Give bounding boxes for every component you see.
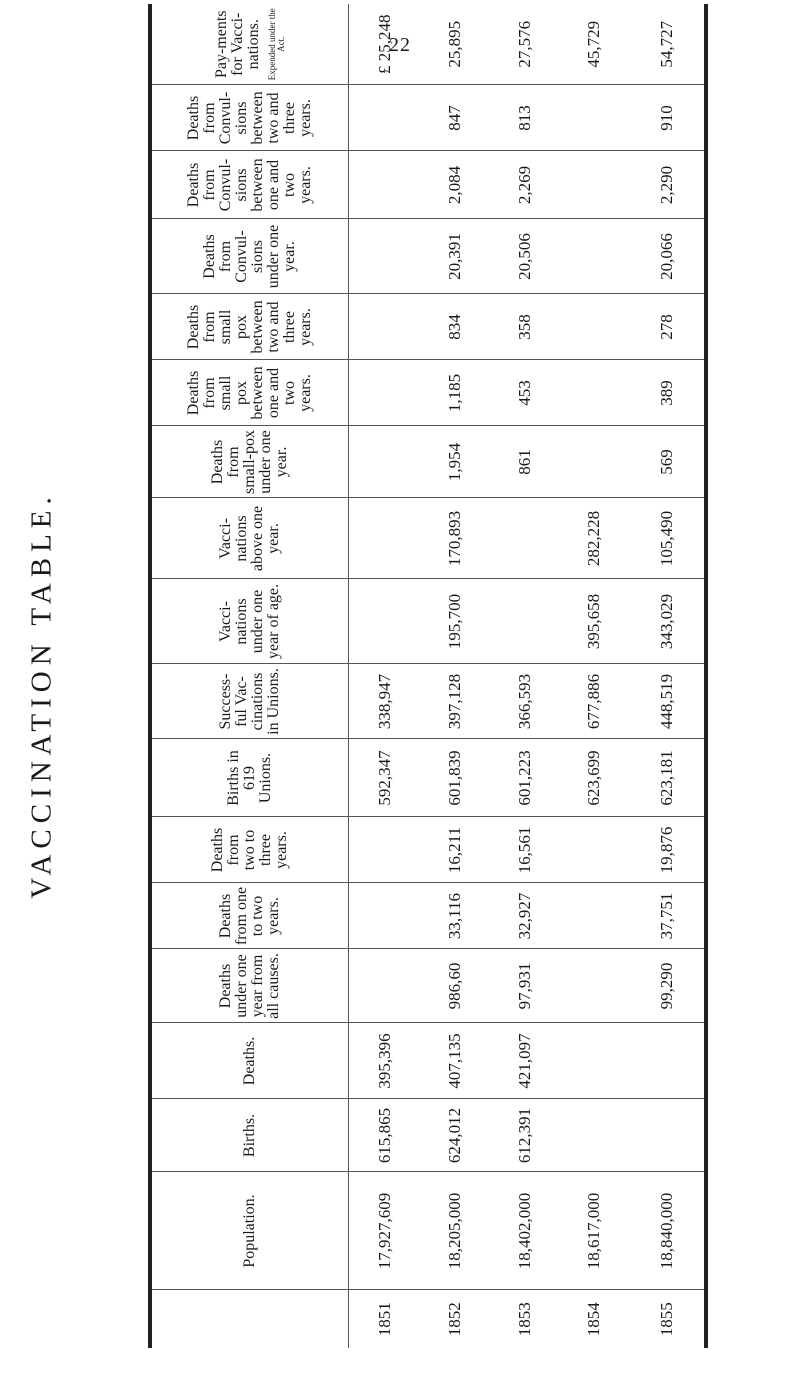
cell-deaths-under-one: [560, 949, 630, 1023]
cell-deaths-one-to-two: 37,751: [629, 883, 706, 949]
cell-convulsions-two-to-three: 847: [420, 85, 490, 151]
cell-year: 1853: [514, 1302, 534, 1337]
cell-year: 1855: [656, 1302, 676, 1337]
cell-smallpox-two-to-three: 358: [490, 294, 560, 360]
cell-vaccinations-above-one: 105,490: [629, 498, 706, 579]
cell-births: 615,865: [349, 1099, 421, 1172]
cell-smallpox-two-to-three: [560, 294, 630, 360]
cell-births-in-unions: 592,347: [349, 739, 421, 817]
table-row: [560, 4, 630, 1348]
cell-deaths-two-to-three: [560, 817, 630, 883]
header-year: [150, 1290, 349, 1348]
cell-vaccinations-above-one: 282,228: [560, 498, 630, 579]
cell-deaths: 407,135: [420, 1023, 490, 1099]
cell-deaths: 395,396: [349, 1023, 421, 1099]
vaccination-table: [148, 4, 708, 1348]
cell-smallpox-two-to-three: 278: [629, 294, 706, 360]
cell-convulsions-under-one: [349, 219, 421, 294]
cell-deaths-two-to-three: [349, 817, 421, 883]
cell-vaccinations-above-one: 170,893: [420, 498, 490, 579]
cell-deaths-under-one: 99,290: [629, 949, 706, 1023]
cell-deaths-two-to-three: 19,876: [629, 817, 706, 883]
cell-births-in-unions: 623,181: [629, 739, 706, 817]
header-smallpox-one-to-two: Deaths from small pox between one and two years.: [150, 360, 349, 426]
cell-year: 1852: [444, 1302, 464, 1337]
cell-successful-vaccinations: 397,128: [420, 664, 490, 739]
cell-births-in-unions: 601,223: [490, 739, 560, 817]
cell-payments: £ 25,248: [349, 4, 421, 85]
cell-vaccinations-under-one: 343,029: [629, 579, 706, 664]
cell-successful-vaccinations: 366,593: [490, 664, 560, 739]
cell-deaths: [629, 1023, 706, 1099]
cell-convulsions-under-one: [560, 219, 630, 294]
cell-convulsions-one-to-two: [560, 151, 630, 219]
cell-births: 624,012: [420, 1099, 490, 1172]
cell-convulsions-two-to-three: 910: [629, 85, 706, 151]
cell-population: 18,205,000: [420, 1172, 490, 1290]
page-number: 22: [389, 34, 411, 56]
cell-births-in-unions: 601,839: [420, 739, 490, 817]
cell-smallpox-under-one: 569: [629, 426, 706, 498]
cell-births: 612,391: [490, 1099, 560, 1172]
header-successful-vaccinations: Success-ful Vac-cinations in Unions.: [150, 664, 349, 739]
cell-payments: 54,727: [629, 4, 706, 85]
cell-smallpox-one-to-two: 1,185: [420, 360, 490, 426]
table-row: [420, 4, 490, 1348]
header-payments-label: Pay-ments for Vacci-nations.: [213, 10, 262, 79]
cell-convulsions-two-to-three: [560, 85, 630, 151]
cell-deaths: 421,097: [490, 1023, 560, 1099]
cell-deaths-one-to-two: [349, 883, 421, 949]
header-deaths-one-to-two: Deaths from one to two years.: [150, 883, 349, 949]
cell-births: [560, 1099, 630, 1172]
header-vaccinations-above-one: Vacci-nations above one year.: [150, 498, 349, 579]
cell-vaccinations-above-one: [490, 498, 560, 579]
header-smallpox-under-one: Deaths from small-pox under one year.: [150, 426, 349, 498]
header-convulsions-two-to-three: Deaths from Convul-sions between two and three years.: [150, 85, 349, 151]
cell-year: 1854: [584, 1302, 604, 1337]
cell-vaccinations-under-one: 195,700: [420, 579, 490, 664]
cell-payments: 45,729: [560, 4, 630, 85]
cell-smallpox-two-to-three: 834: [420, 294, 490, 360]
header-convulsions-one-to-two: Deaths from Convul-sions between one and two years.: [150, 151, 349, 219]
cell-population: 18,402,000: [490, 1172, 560, 1290]
cell-convulsions-under-one: 20,506: [490, 219, 560, 294]
cell-vaccinations-under-one: 395,658: [560, 579, 630, 664]
cell-deaths-two-to-three: 16,211: [420, 817, 490, 883]
cell-successful-vaccinations: 677,886: [560, 664, 630, 739]
header-payments: [150, 4, 349, 85]
cell-population: 18,840,000: [629, 1172, 706, 1290]
table-body: [349, 4, 707, 1348]
cell-deaths-one-to-two: [560, 883, 630, 949]
table-row: [349, 4, 421, 1348]
table-title: VACCINATION TABLE.: [25, 491, 58, 899]
cell-successful-vaccinations: 338,947: [349, 664, 421, 739]
cell-smallpox-one-to-two: [560, 360, 630, 426]
table-row: [490, 4, 560, 1348]
cell-deaths-one-to-two: 33,116: [420, 883, 490, 949]
header-population: Population.: [150, 1172, 349, 1290]
cell-smallpox-one-to-two: 389: [629, 360, 706, 426]
cell-smallpox-two-to-three: [349, 294, 421, 360]
cell-population: 17,927,609: [349, 1172, 421, 1290]
cell-convulsions-one-to-two: 2,084: [420, 151, 490, 219]
cell-births: [629, 1099, 706, 1172]
cell-deaths-under-one: [349, 949, 421, 1023]
cell-smallpox-under-one: 1,954: [420, 426, 490, 498]
cell-smallpox-under-one: [349, 426, 421, 498]
header-deaths-two-to-three: Deaths from two to three years.: [150, 817, 349, 883]
table-area: [148, 8, 708, 1348]
cell-vaccinations-under-one: [490, 579, 560, 664]
cell-deaths-under-one: 986,60: [420, 949, 490, 1023]
cell-population: 18,617,000: [560, 1172, 630, 1290]
cell-convulsions-one-to-two: 2,269: [490, 151, 560, 219]
cell-deaths-one-to-two: 32,927: [490, 883, 560, 949]
cell-smallpox-under-one: [560, 426, 630, 498]
cell-convulsions-two-to-three: [349, 85, 421, 151]
cell-convulsions-under-one: 20,391: [420, 219, 490, 294]
header-births: Births.: [150, 1099, 349, 1172]
cell-convulsions-two-to-three: 813: [490, 85, 560, 151]
cell-deaths-under-one: 97,931: [490, 949, 560, 1023]
header-deaths: Deaths.: [150, 1023, 349, 1099]
header-vaccinations-under-one: Vacci-nations under one year of age.: [150, 579, 349, 664]
cell-deaths-two-to-three: 16,561: [490, 817, 560, 883]
header-expended-note: Expended under the Act.: [267, 8, 286, 81]
cell-deaths: [560, 1023, 630, 1099]
header-deaths-under-one: Deaths under one year from all causes.: [150, 949, 349, 1023]
header-smallpox-two-to-three: Deaths from small pox between two and three years.: [150, 294, 349, 360]
cell-vaccinations-above-one: [349, 498, 421, 579]
header-convulsions-under-one: Deaths from Convul-sions under one year.: [150, 219, 349, 294]
header-births-in-unions: Births in 619 Unions.: [150, 739, 349, 817]
cell-convulsions-under-one: 20,066: [629, 219, 706, 294]
rotated-table-wrapper: [148, 8, 708, 1348]
cell-payments: 27,576: [490, 4, 560, 85]
cell-year: 1851: [374, 1302, 394, 1337]
cell-smallpox-under-one: 861: [490, 426, 560, 498]
header-row: [150, 4, 349, 1348]
table-row: [629, 4, 706, 1348]
cell-convulsions-one-to-two: [349, 151, 421, 219]
cell-payments: 25,895: [420, 4, 490, 85]
cell-convulsions-one-to-two: 2,290: [629, 151, 706, 219]
cell-successful-vaccinations: 448,519: [629, 664, 706, 739]
cell-vaccinations-under-one: [349, 579, 421, 664]
cell-smallpox-one-to-two: [349, 360, 421, 426]
cell-births-in-unions: 623,699: [560, 739, 630, 817]
cell-smallpox-one-to-two: 453: [490, 360, 560, 426]
